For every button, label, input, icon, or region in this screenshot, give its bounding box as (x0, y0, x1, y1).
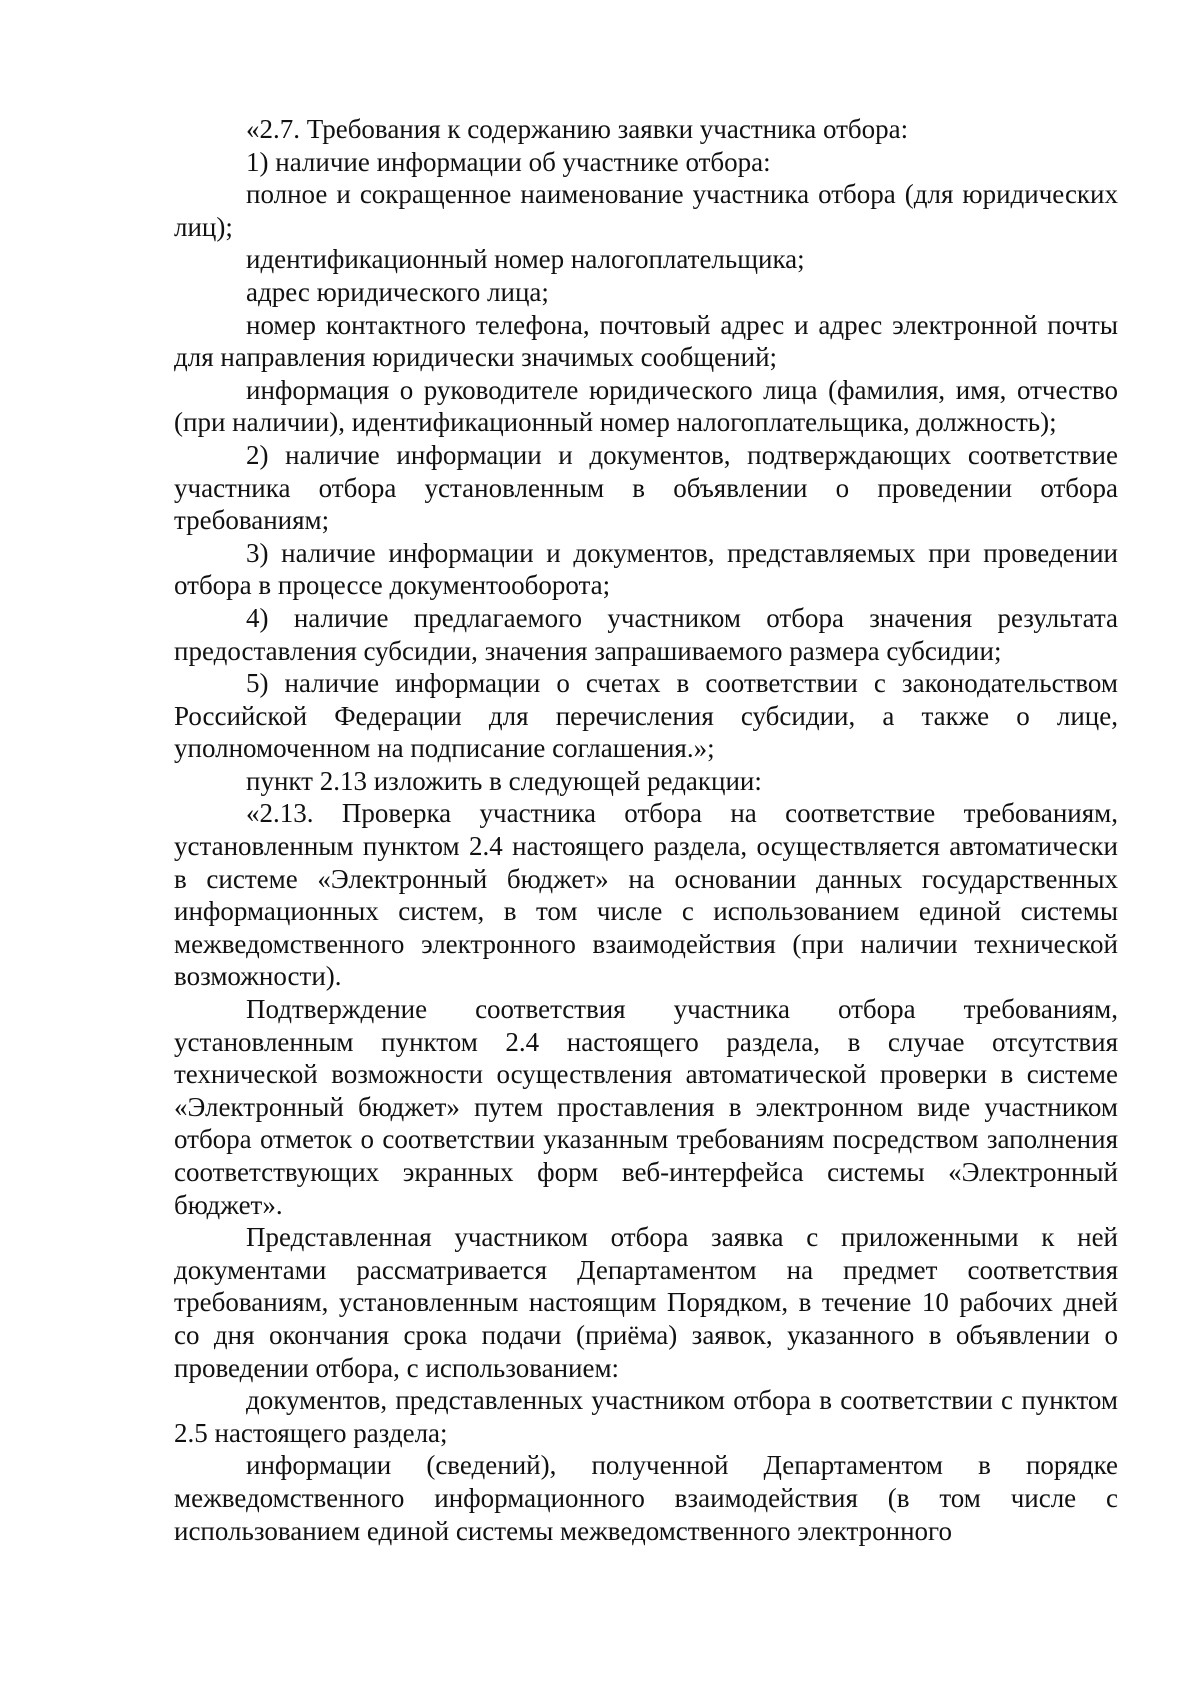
paragraph-inn: идентификационный номер налогоплательщика; (246, 244, 805, 275)
paragraph-legal-address: адрес юридического лица; (246, 276, 549, 307)
paragraph-review: Представленная участником отбора заявка с приложенными к ней документами рассматривается Департаментом на предмет соответствия требованиям, установленным настоящим Порядком, в течение 10 рабочих дней со дня окончания срока подачи (приёма) заявок, указанного в объявлении о проведении отбора, с использованием: (174, 1222, 1118, 1383)
paragraph-full-name: полное и сокращенное наименование участника отбора (для юридических лиц); (174, 179, 1118, 242)
document-body (174, 113, 1118, 1547)
paragraph-2-13: «2.13. Проверка участника отбора на соответствие требованиям, установленным пунктом 2.4 настоящего раздела, осуществляется автоматически в системе «Электронный бюджет» на основании данных государственных информационных систем, в том числе с использованием единой системы межведомственного электронного взаимодействия (при наличии технической возможности). (174, 798, 1118, 992)
paragraph-head-info: информация о руководителе юридического лица (фамилия, имя, отчество (при наличии), идентификационный номер налогоплательщика, должность); (174, 374, 1118, 438)
paragraph-confirmation: Подтверждение соответствия участника отбора требованиям, установленным пунктом 2.4 настоящего раздела, в случае отсутствия технической возможности осуществления автоматической проверки в системе «Электронный бюджет» путем проставления в электронном виде участником отбора отметок о соответствии указанным требованиям посредством заполнения соответствующих экранных форм веб-интерфейса системы «Электронный бюджет». (174, 994, 1118, 1220)
paragraph-item-1: 1) наличие информации об участнике отбора: (246, 146, 771, 177)
paragraph-amend-2-13: пункт 2.13 изложить в следующей редакции: (246, 765, 762, 796)
paragraph-information: информации (сведений), полученной Департаментом в порядке межведомственного информационного взаимодействия (в том числе с использованием единой системы межведомственного электронного (174, 1450, 1118, 1546)
paragraph-item-5: 5) наличие информации о счетах в соответствии с законодательством Российской Федерации для перечисления субсидии, а также о лице, уполномоченном на подписание соглашения.»; (174, 668, 1118, 764)
paragraph-contacts: номер контактного телефона, почтовый адрес и адрес электронной почты для направления юридически значимых сообщений; (174, 309, 1118, 373)
paragraph-documents: документов, представленных участником отбора в соответствии с пунктом 2.5 настоящего раздела; (174, 1385, 1118, 1448)
paragraph-item-2: 2) наличие информации и документов, подтверждающих соответствие участника отбора установленным в объявлении о проведении отбора требованиям; (174, 439, 1118, 536)
paragraph-2-7-heading: «2.7. Требования к содержанию заявки участника отбора: (246, 114, 909, 144)
paragraph-item-3: 3) наличие информации и документов, представляемых при проведении отбора в процессе документооборота; (174, 537, 1118, 601)
paragraph-item-4: 4) наличие предлагаемого участником отбора значения результата предоставления субсидии, значения запрашиваемого размера субсидии; (174, 602, 1118, 666)
